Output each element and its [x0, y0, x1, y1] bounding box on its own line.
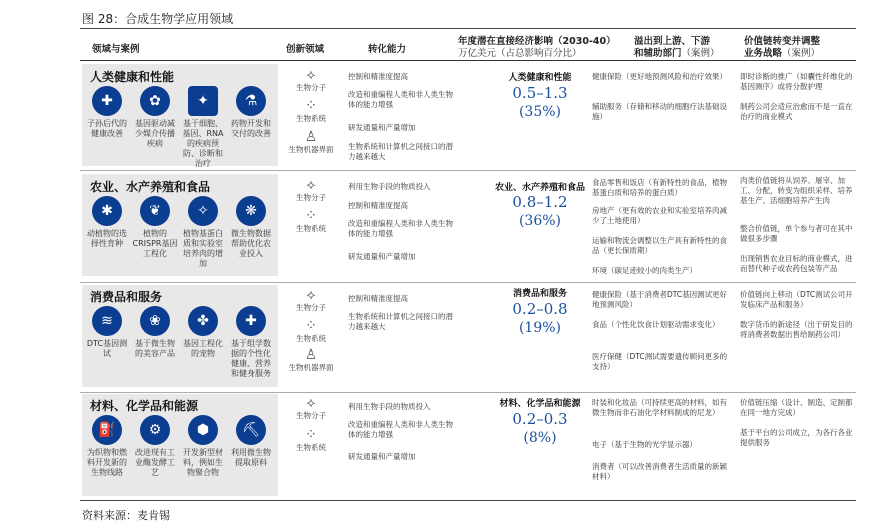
- animal-icon: ✱: [92, 196, 122, 226]
- case-text: 利用微生物提取原料: [231, 448, 271, 467]
- innovation-label: 生物系统: [296, 443, 326, 452]
- capability-item: 改造和重编程人类和非人类生物体的能力增强: [348, 219, 453, 238]
- innovation-label: 生物系统: [296, 334, 326, 343]
- lab-meat-icon: ✧: [188, 196, 218, 226]
- case-item: [132, 306, 178, 359]
- chain-item: 价值链压缩（设计、制造、定制都在同一地方完成）: [740, 398, 853, 417]
- spill-item: 运输和物流会调整以生产具有新特性的食品（更长保质期）: [592, 236, 727, 255]
- header-innovation: 创新领域: [286, 44, 325, 55]
- figure-title: 图 28：合成生物学应用领域: [82, 12, 234, 26]
- case-item: [228, 415, 274, 468]
- innovation-item: [288, 396, 334, 420]
- value-title: 农业、水产养殖和食品: [494, 183, 585, 193]
- biomolecule-icon: ⟡: [306, 67, 316, 83]
- header-value: [458, 36, 628, 60]
- extract-icon: ⛏: [236, 415, 266, 445]
- cell-icon: ✦: [188, 86, 218, 116]
- material-icon: ⬢: [188, 415, 218, 445]
- chain-item: 价值链向上移动（DTC测试公司开发临床产品和服务）: [740, 290, 853, 309]
- case-item: [132, 415, 178, 478]
- innovation-label: 生物机器界面: [288, 363, 334, 372]
- chain-item: 制药公司会适应治愈而不是一直在治疗的商业模式: [740, 102, 853, 121]
- spill-item: 环境（碳足迹较小的肉类生产）: [592, 266, 697, 275]
- innovation-item: [288, 428, 334, 452]
- innovation-label: 生物分子: [296, 303, 326, 312]
- chain-item: 整合价值链，单个参与者可在其中做很多步骤: [740, 224, 853, 243]
- innovation-item: [288, 68, 334, 92]
- capability-item: 控制和精准度提高: [348, 201, 408, 210]
- value-percent: (36%): [518, 213, 562, 229]
- spill-item: 时装和化妆品（可持续更高的材料，如有微生物而非石油化学材料制成的尼龙）: [592, 398, 727, 417]
- chain-item: 基于平台的公司成立，为各行各业提供服务: [740, 428, 853, 447]
- capability-item: 改造和重编程人类和非人类生物体的能力增强: [348, 90, 453, 109]
- innovation-label: 生物系统: [296, 224, 326, 233]
- header-value-sub: 万亿美元（占总影响百分比）: [458, 48, 582, 59]
- case-item: [180, 306, 226, 359]
- chain-item: 出现销售农业目标的商业模式，进而替代种子或农药包装等产品: [740, 254, 853, 273]
- biomolecule-icon: ⟡: [306, 177, 316, 193]
- capability-item: 生物系统和计算机之间接口的潜力越来越大: [348, 142, 453, 161]
- case-item: [84, 415, 130, 478]
- section-divider: [80, 282, 856, 283]
- spill-item: 电子（基于生物的光学显示器）: [592, 440, 697, 449]
- chain-item: 即时诊断的推广（如囊性纤维化的基因测序）或将分散护理: [740, 72, 853, 91]
- value-range: 0.5–1.3: [512, 84, 568, 102]
- case-item: [180, 415, 226, 478]
- capability-item: 利用生物手段的物质投入: [348, 402, 431, 411]
- capability-item: 控制和精准度提高: [348, 72, 408, 81]
- case-text: 基于组学数据的个性化健康、营养和健身服务: [231, 339, 271, 378]
- header-chain: [744, 36, 854, 60]
- value-percent: (19%): [518, 320, 562, 336]
- bio-machine-icon: ♙: [304, 347, 318, 363]
- chain-item: 肉类价值链将从饲养、屠宰、加工、分配，转变为组织采样、培养基生产、活细胞培养产生肉: [740, 176, 853, 205]
- innovation-label: 生物分子: [296, 411, 326, 420]
- source-note: 资料来源：麦肯锡: [82, 509, 170, 522]
- case-item: [228, 196, 274, 259]
- section-divider: [80, 392, 856, 393]
- innovation-item: [288, 130, 334, 154]
- section-title: 人类健康和性能: [90, 70, 175, 84]
- dna-icon: ✿: [140, 86, 170, 116]
- capability-item: 改造和重编程人类和非人类生物体的能力增强: [348, 420, 453, 439]
- innovation-item: [288, 178, 334, 202]
- pill-icon: ✚: [92, 86, 122, 116]
- dna-test-icon: ≋: [92, 306, 122, 336]
- case-text: 植物的CRISPR基因工程化: [132, 229, 178, 258]
- spill-item: 食品（个性化饮食计划驱动需求变化）: [592, 320, 720, 329]
- section-divider: [80, 170, 856, 171]
- header-chain-sub: （案例）: [782, 48, 821, 59]
- value-title: 人类健康和性能: [508, 73, 572, 83]
- case-text: 为织物和燃料开发新的生物线路: [87, 448, 127, 477]
- case-text: 子孙后代的健康改善: [87, 119, 127, 138]
- biomolecule-icon: ⟡: [306, 395, 316, 411]
- innovation-label: 生物分子: [296, 193, 326, 202]
- biosystem-icon: ⁘: [305, 318, 317, 334]
- case-text: 植物基蛋白质和实验室培养肉的增加: [183, 229, 223, 268]
- innovation-label: 生物分子: [296, 83, 326, 92]
- spill-item: 房地产（更有效的农业和实验室培养肉减少了土地使用）: [592, 206, 727, 225]
- case-text: DTC基因测试: [86, 339, 128, 358]
- bottom-rule: [80, 500, 856, 501]
- header-value-title: 年度潜在直接经济影响（2030-40）: [458, 36, 616, 47]
- value-range: 0.8–1.2: [512, 193, 568, 211]
- beauty-icon: ❀: [140, 306, 170, 336]
- innovation-item: [288, 99, 334, 123]
- fitness-icon: ✚: [236, 306, 266, 336]
- innovation-item: [288, 288, 334, 312]
- spill-item: 健康保险（基于消费者DTC基因测试更好地预测风险）: [592, 290, 728, 309]
- case-item: [228, 86, 274, 139]
- case-item: [180, 86, 226, 169]
- header-spill-title2: 和辅助部门: [634, 48, 682, 59]
- case-item: [84, 86, 130, 139]
- capability-item: 研发通量和产量增加: [348, 252, 416, 261]
- biomolecule-icon: ⟡: [306, 287, 316, 303]
- flask-icon: ⚗: [236, 86, 266, 116]
- case-item: [132, 86, 178, 149]
- case-text: 动植物的选择性育种: [87, 229, 127, 248]
- case-text: 基于细胞、基因、RNA的疾病预防、诊断和治疗: [182, 119, 224, 168]
- spill-item: 医疗保健（DTC测试需要遗传顾问更多的支持）: [592, 352, 728, 371]
- header-spill-sub: （案例）: [681, 48, 720, 59]
- biosystem-icon: ⁘: [305, 208, 317, 224]
- biosystem-icon: ⁘: [305, 98, 317, 114]
- capability-item: 利用生物手段的物质投入: [348, 182, 431, 191]
- case-item: [84, 306, 130, 359]
- header-spill: [634, 36, 734, 60]
- header-spill-title: 溢出到上游、下游: [634, 36, 711, 47]
- case-item: [228, 306, 274, 379]
- capability-item: 生物系统和计算机之间接口的潜力越来越大: [348, 312, 453, 331]
- chain-item: 数字货币的新途径（出于研发目的将消费者数据出售给制药公司）: [740, 320, 853, 339]
- header-chain-title: 价值链转变并调整: [744, 36, 821, 47]
- innovation-item: [288, 209, 334, 233]
- microbe-icon: ❋: [236, 196, 266, 226]
- capability-item: 研发通量和产量增加: [348, 123, 416, 132]
- spill-item: 消费者（可以改善消费者生活质量的新颖材料）: [592, 462, 727, 481]
- factory-icon: ⚙: [140, 415, 170, 445]
- innovation-label: 生物系统: [296, 114, 326, 123]
- innovation-label: 生物机器界面: [288, 145, 334, 154]
- case-text: 基因驱动减少媒介传播疾病: [135, 119, 175, 148]
- header-chain-title2: 业务战略: [744, 48, 783, 59]
- bio-machine-icon: ♙: [304, 129, 318, 145]
- spill-item: 健康保险（更好地预测风险和治疗效果）: [592, 72, 727, 81]
- value-range: 0.2–0.3: [512, 410, 568, 428]
- case-text: 微生物数据帮助优化农业投入: [231, 229, 271, 258]
- plant-icon: ❦: [140, 196, 170, 226]
- value-percent: (35%): [518, 104, 562, 120]
- case-text: 开发新型材料，例如生物聚合物: [183, 448, 223, 477]
- value-range: 0.2–0.8: [512, 300, 568, 318]
- case-item: [180, 196, 226, 269]
- top-rule: [80, 28, 856, 29]
- capability-item: 控制和精准度提高: [348, 294, 408, 303]
- value-title: 材料、化学品和能源: [499, 399, 581, 409]
- case-item: [84, 196, 130, 249]
- header-rule: [80, 60, 856, 61]
- case-item: [132, 196, 178, 259]
- spill-item: 辅助服务（存储和移动的细胞疗法基础设施）: [592, 102, 727, 121]
- capability-item: 研发通量和产量增加: [348, 452, 416, 461]
- value-percent: (8%): [523, 430, 557, 446]
- case-text: 药物开发和交付的改善: [231, 119, 271, 138]
- value-title: 消费品和服务: [512, 289, 567, 299]
- innovation-item: [288, 348, 334, 372]
- case-text: 基于微生物的美容产品: [135, 339, 175, 358]
- biosystem-icon: ⁘: [305, 427, 317, 443]
- header-capability: 转化能力: [368, 44, 407, 55]
- section-title: 消费品和服务: [90, 290, 163, 304]
- section-title: 农业、水产养殖和食品: [90, 180, 211, 194]
- pet-icon: ✤: [188, 306, 218, 336]
- innovation-item: [288, 319, 334, 343]
- case-text: 基因工程化的宠物: [183, 339, 223, 358]
- section-title: 材料、化学品和能源: [90, 399, 199, 413]
- header-domains: 领域与案例: [92, 44, 140, 55]
- spill-item: 食品零售和饭店（有新特性的食品，植物基蛋白质和培养的蛋白质）: [592, 178, 727, 197]
- case-text: 改进现有工业酶发酵工艺: [135, 448, 175, 477]
- fuel-icon: ⛽: [92, 415, 122, 445]
